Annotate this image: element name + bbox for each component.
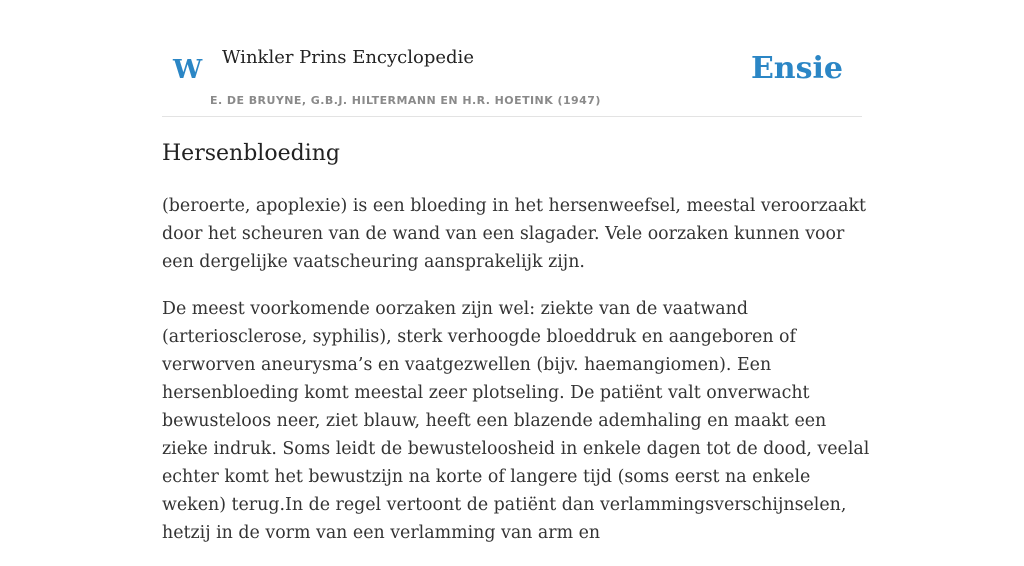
- article-paragraph-2: De meest voorkomende oorzaken zijn wel: ziekte van de vaatwand (arteriosclerose, syphilis), sterk verhoogde bloeddruk en aangeboren of verworven aneurysma’s en vaatgezwellen (bijv. haemangiomen). Een hersenbloeding komt meestal zeer plotseling. De patiënt valt onverwacht bewusteloos neer, ziet blauw, heeft een blazende ademhaling en maakt een zieke indruk. Soms leidt de bewusteloosheid in enkele dagen tot de dood, veelal echter komt het bewustzijn na korte of langere tijd (soms eerst na enkele weken) terug.In de regel vertoont de patiënt dan verlammingsverschijnselen, hetzij in de vorm van een verlamming van arm en: [162, 299, 870, 543]
- source-authors: E. DE BRUYNE, G.B.J. HILTERMANN EN H.R. HOETINK (1947): [210, 94, 601, 107]
- article-title: Hersenbloeding: [162, 141, 340, 166]
- ensie-brand-link[interactable]: Ensie: [750, 51, 843, 86]
- winkler-prins-logo[interactable]: W: [173, 55, 203, 85]
- article-paragraph-1: (beroerte, apoplexie) is een bloeding in het hersenweefsel, meestal veroorzaakt door het scheuren van de wand van een slagader. Vele oorzaken kunnen voor een dergelijke vaatscheuring aansprakelijk zijn.: [162, 196, 867, 272]
- source-title-link[interactable]: Winkler Prins Encyclopedie: [222, 47, 474, 68]
- article-body: [162, 192, 872, 566]
- page-header: [162, 40, 862, 117]
